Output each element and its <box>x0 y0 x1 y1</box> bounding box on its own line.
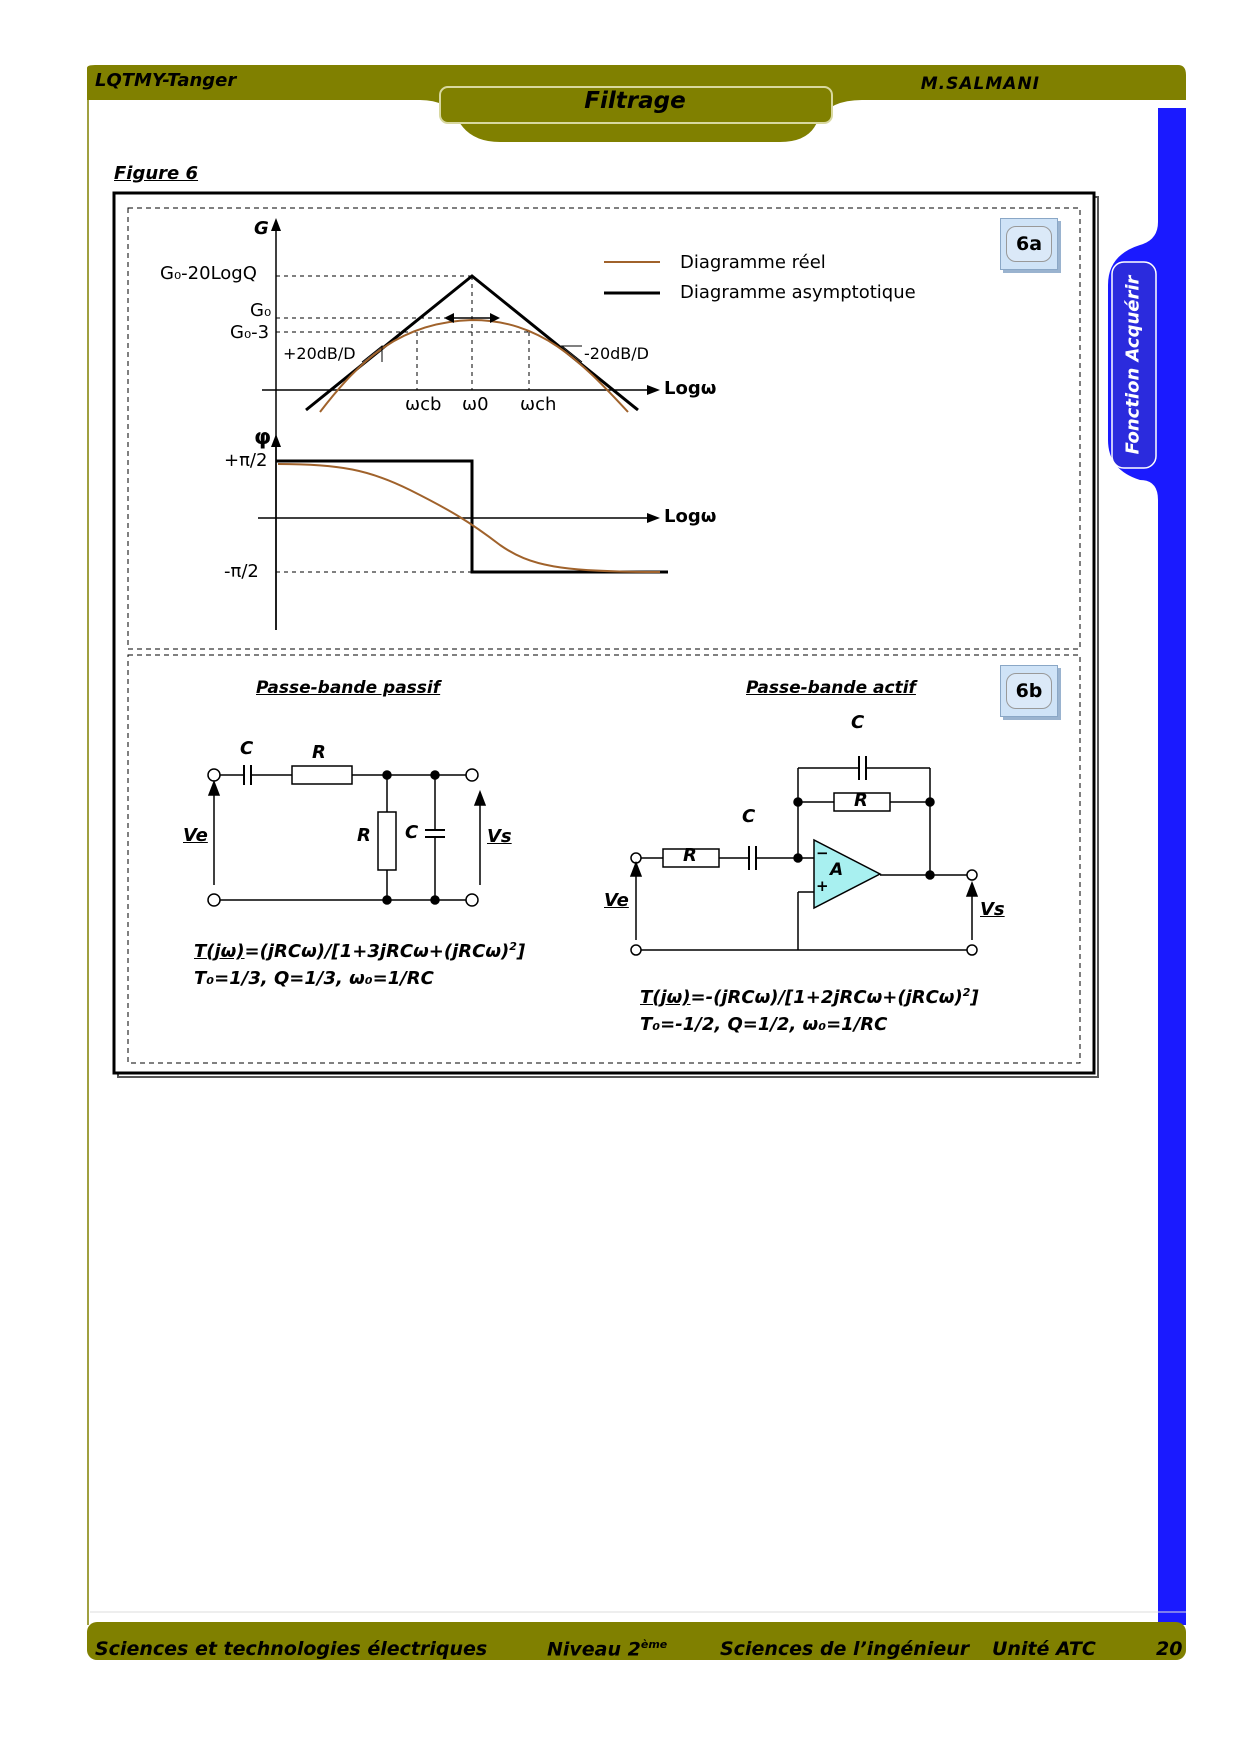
figure-label: Figure 6 <box>114 163 199 184</box>
r-shunt <box>378 812 396 870</box>
phase-bottom-label: -π/2 <box>224 561 259 582</box>
side-tab-label: Fonction Acquérir <box>1122 275 1144 455</box>
ve-terminal-bottom <box>208 894 220 906</box>
passive-params: T₀=1/3, Q=1/3, ω₀=1/RC <box>194 968 434 989</box>
active-c-input-label: C <box>742 806 756 827</box>
legend-real-label: Diagramme réel <box>680 252 826 273</box>
passive-formula: $T(j\omega)=(jRC\omega)/[1+3jRC\omega+(jRC\omega)^2]$ <box>194 940 526 962</box>
active-vs-label: Vs <box>980 899 1005 920</box>
active-formula: $T(j\omega)=-(jRC\omega)/[1+2jRC\omega+(jRC\omega)^2]$ <box>640 986 979 1008</box>
ve-terminal-top <box>208 769 220 781</box>
author-name: M.SALMANI <box>920 74 1040 94</box>
gain-peak-label: G₀-20LogQ <box>160 263 257 284</box>
phase-axis-label: φ <box>254 425 272 450</box>
footer-level: Niveau 2ème <box>547 1638 668 1661</box>
wch-label: ωch <box>520 394 557 415</box>
wcb-label: ωcb <box>405 394 442 415</box>
footer-course: Sciences de l’ingénieur <box>720 1638 970 1660</box>
gain-g0-label: G₀ <box>250 300 272 321</box>
active-title: Passe-bande actif <box>746 678 916 698</box>
gain-freq-axis-label: Logω <box>664 378 717 399</box>
r-series <box>292 766 352 784</box>
slope-left-label: +20dB/D <box>283 344 356 363</box>
opamp-label: A <box>830 860 844 880</box>
passive-c-series-label: C <box>240 738 254 759</box>
phase-top-label: +π/2 <box>224 450 268 471</box>
passive-title: Passe-bande passif <box>256 678 441 698</box>
active-params: T₀=-1/2, Q=1/2, ω₀=1/RC <box>640 1014 888 1035</box>
active-ve-label: Ve <box>604 890 629 911</box>
legend-asymptotic-label: Diagramme asymptotique <box>680 282 916 303</box>
footer-unit: Unité ATC <box>992 1638 1096 1660</box>
badge-6a: 6a <box>1000 218 1058 270</box>
passive-ve-label: Ve <box>183 825 208 846</box>
opamp-minus: − <box>816 844 829 862</box>
passive-vs-label: Vs <box>487 826 512 847</box>
badge-6b: 6b <box>1000 665 1058 717</box>
passive-c-shunt-label: C <box>405 822 419 843</box>
gain-g0m3-label: G₀-3 <box>230 322 270 343</box>
vs-terminal-top <box>967 870 977 880</box>
passive-r-series-label: R <box>312 742 326 763</box>
active-r-input-label: R <box>683 845 697 866</box>
page-title: Filtrage <box>584 88 686 114</box>
page-number: 20 <box>1156 1638 1183 1660</box>
gain-axis-label: G <box>254 218 269 239</box>
active-r-feedback-label: R <box>854 790 868 811</box>
vs-terminal-bottom <box>466 894 478 906</box>
vs-terminal-top <box>466 769 478 781</box>
opamp-plus: + <box>816 877 829 895</box>
footer-subject: Sciences et technologies électriques <box>95 1638 488 1660</box>
ve-terminal-bottom <box>631 945 641 955</box>
passive-r-shunt-label: R <box>357 825 371 846</box>
w0-label: ω0 <box>462 394 489 415</box>
active-c-feedback-label: C <box>851 712 865 733</box>
school-name: LQTMY-Tanger <box>95 70 237 91</box>
phase-freq-axis-label: Logω <box>664 506 717 527</box>
vs-terminal-bottom <box>967 945 977 955</box>
slope-right-label: -20dB/D <box>584 344 649 363</box>
side-tab <box>1108 260 1158 470</box>
